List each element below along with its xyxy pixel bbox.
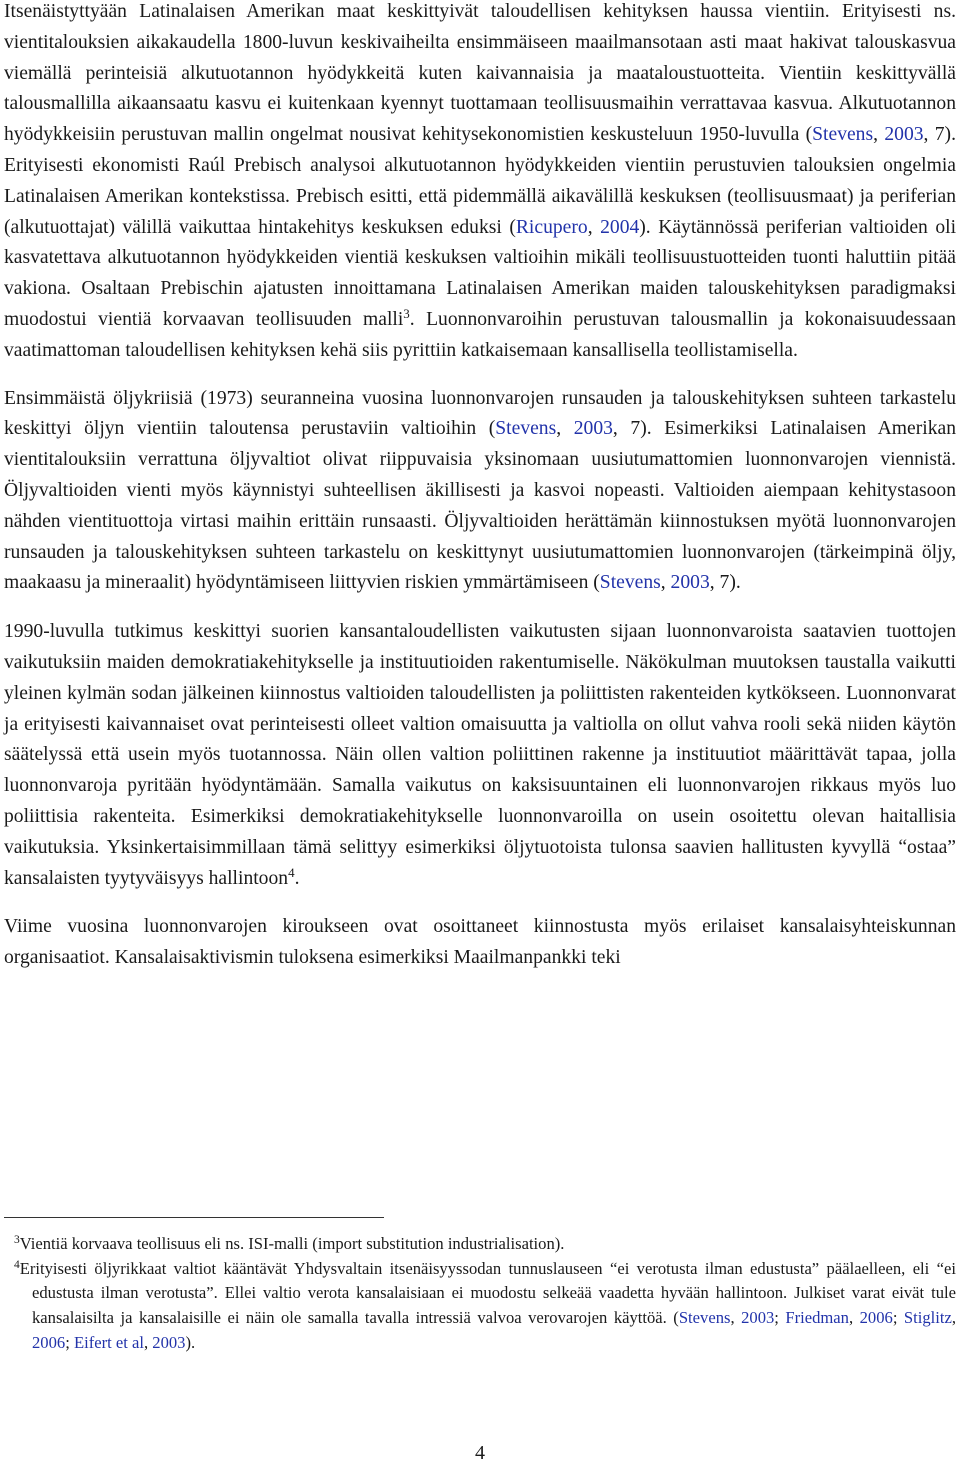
text-run: , xyxy=(587,216,601,238)
citation-link[interactable]: Friedman xyxy=(785,1308,849,1328)
text-run: ; xyxy=(65,1332,74,1352)
text-run: ). xyxy=(185,1332,196,1352)
citation-link[interactable]: 2003 xyxy=(152,1332,186,1352)
text-run: , xyxy=(556,418,574,440)
footnote-4 xyxy=(4,1257,956,1356)
citation-link[interactable]: Stevens xyxy=(678,1308,731,1328)
citation-link[interactable]: Eifert et al xyxy=(73,1332,144,1352)
page-number: 4 xyxy=(475,1442,485,1464)
citation-link[interactable]: 2004 xyxy=(600,216,640,238)
text-run: , 7). Esimerkiksi Latinalaisen Amerikan vientitalouksiin verrattuna öljyvaltiot olivat riippuvaisia yksinomaan uusiutumattomien luonnonvarojen viennistä. Öljyvaltioiden vienti myös käynnistyi suhteellisen äkillisesti ja kasvoi nopeasti. Valtioiden aiempaan kehitystasoon nähden vientituottoja virtasi maihin erittäin runsaasti. Öljyvaltioiden herättämän kiinnostuksen myötä luonnonvarojen runsauden ja talouskehityksen suhteen tarkastelu on keskittynyt uusiutumattomien luonnonvarojen (tärkeimpinä öljy, maakaasu ja mineraalit) hyödyntämiseen liittyvien riskien ymmärtämiseen ( xyxy=(4,418,956,594)
text-run: . Luonnonvaroihin perustuvan talousmallin ja kokonaisuudessaan vaatimattoman taloudellisen kehityksen kehä siis pyrittiin katkaisemaan kansallisella teollistamisella. xyxy=(4,308,956,361)
text-run: , xyxy=(730,1308,742,1328)
citation-link[interactable]: 2006 xyxy=(859,1308,893,1328)
citation-link[interactable]: 2003 xyxy=(884,124,924,146)
text-run: . xyxy=(294,867,300,889)
text-run: Itsenäistyttyään Latinalaisen Amerikan maat keskittyivät taloudellisen kehityksen haussa vientiin. Erityisesti ns. vientitalouksien aikakaudella 1800-luvun keskivaiheilta ensimmäiseen maailmansotaan asti maat hakivat talouskasvua viemällä perinteisiä alkutuotannon hyödykkeitä kuten kaivannaisia ja maataloustuotteita. Vientiin keskittyvällä talousmallilla aikaansaatu kasvu ei kuitenkaan kyennyt tuottamaan teollisuusmaihin verrattavaa kasvua. Alkutuotannon hyödykkeisiin perustuvan mallin ongelmat nousivat kehitysekonomistien keskusteluun 1950-luvulla ( xyxy=(4,1,956,146)
text-run: Viime vuosina luonnonvarojen kiroukseen ovat osoittaneet kiinnostusta myös erilaiset kansalaisyhteiskunnan organisaatiot. Kansalaisaktivismin tuloksena esimerkiksi Maailmanpankki teki xyxy=(4,916,956,969)
text-run: , xyxy=(848,1308,860,1328)
text-run: , xyxy=(951,1308,957,1328)
paragraph-2 xyxy=(4,384,956,600)
text-run: , 7). Erityisesti ekonomisti Raúl Prebisch analysoi alkutuotannon hyödykkeiden vientiin perustuvien talouksien ongelmia Latinalaisen Amerikan kontekstissa. Prebisch esitti, että pidemmällä aikavälillä keskuksen (teollisuusmaat) ja periferian (alkutuottajat) välillä vaikuttaa hintakehitys keskuksen eduksi ( xyxy=(4,124,956,238)
citation-link[interactable]: Stevens xyxy=(495,418,557,440)
text-run: , xyxy=(143,1332,153,1352)
footnotes xyxy=(4,1232,956,1356)
citation-link[interactable]: 2003 xyxy=(573,418,613,440)
footnote-marker: 4 xyxy=(288,864,295,880)
citation-link[interactable]: Stevens xyxy=(812,124,874,146)
text-run: Vientiä korvaava teollisuus eli ns. ISI-malli (import substitution industrialisation). xyxy=(19,1234,565,1253)
text-run: Erityisesti öljyrikkaat valtiot kääntävät Yhdysvaltain itsenäisyyssodan tunnuslauseen “ei verotusta ilman edustusta” päälaelleen, eli “ei edustusta ilman verotusta”. Ellei valtio verota kansalaisiaan ei muodostu selkeää vaadetta hyvään hallintoon. Julkiset varat eivät tule kansalaisilta ja kansalaisille ei näin ole samalla tavalla intressiä valvoa verovarojen käyttöä. ( xyxy=(19,1258,956,1328)
citation-link[interactable]: Ricupero xyxy=(515,216,588,238)
text-run: Ensimmäistä öljykriisiä (1973) seuranneina vuosina luonnonvarojen runsauden ja talouskehityksen suhteen tarkastelu keskittyi öljyn vientiin taloutensa perustaviin valtioihin ( xyxy=(4,387,956,440)
text-run: ; xyxy=(774,1308,786,1328)
text-run: ). Käytännössä periferian valtioiden oli kasvatettava alkutuotannon hyödykkeiden vientiä keskuksen valtioihin mikäli teollisuustuotteiden tuonti haluttiin pitää vakiona. Osaltaan Prebischin ajatusten innoittamana Latinalaisen Amerikan maiden talouskehityksen paradigmaksi muodostui vientiä korvaavan teollisuuden malli xyxy=(4,216,957,330)
footnote-marker: 3 xyxy=(14,1234,20,1246)
citation-link[interactable]: 2006 xyxy=(32,1332,66,1352)
footnote-marker: 4 xyxy=(14,1258,20,1271)
page-body xyxy=(4,0,956,974)
citation-link[interactable]: 2003 xyxy=(670,572,710,594)
paragraph-1 xyxy=(4,0,956,367)
text-run: , xyxy=(660,572,671,594)
footnote-divider xyxy=(4,1217,384,1218)
citation-link[interactable]: 2003 xyxy=(741,1308,775,1328)
paragraph-4 xyxy=(4,912,956,974)
footnote-marker: 3 xyxy=(403,305,410,321)
text-run: , xyxy=(873,124,885,146)
footnote-3 xyxy=(4,1232,956,1257)
citation-link[interactable]: Stevens xyxy=(599,572,661,594)
text-run: , 7). xyxy=(709,572,741,594)
citation-link[interactable]: Stiglitz xyxy=(903,1308,952,1328)
text-run: 1990-luvulla tutkimus keskittyi suorien kansantaloudellisten vaikutusten sijaan luonnonvaroista saatavien tuottojen vaikutuksiin maiden demokratiakehitykselle ja instituutioiden rakentumiselle. Näkökulman muutoksen taustalla vaikutti yleinen kylmän sodan jälkeinen kiinnostus valtioiden taloudellisten ja poliittisten rakenteiden kytkökseen. Luonnonvarat ja erityisesti kaivannaiset ovat perinteisesti olleet valtion omaisuutta ja valtiolla on ollut vahva rooli sekä niiden käytön säätelyssä että usein myös tuotannossa. Näin ollen valtion poliittinen rakenne ja instituutiot määrittävät tapaa, jolla luonnonvaroja pyritään hyödyntämään. Samalla vaikutus on kaksisuuntainen eli luonnonvarojen rikkaus myös luo poliittisia rakenteita. Esimerkiksi demokratiakehitykselle luonnonvaroilla on usein osoitettu olevan haitallisia vaikutuksia. Yksinkertaisimmillaan tämä selittyy esimerkiksi öljytuotoista tulonsa saavien hallitusten kyvyllä “ostaa” kansalaisten tyytyväisyys hallintoon xyxy=(4,621,956,889)
paragraph-3 xyxy=(4,617,956,894)
text-run: ; xyxy=(892,1308,904,1328)
